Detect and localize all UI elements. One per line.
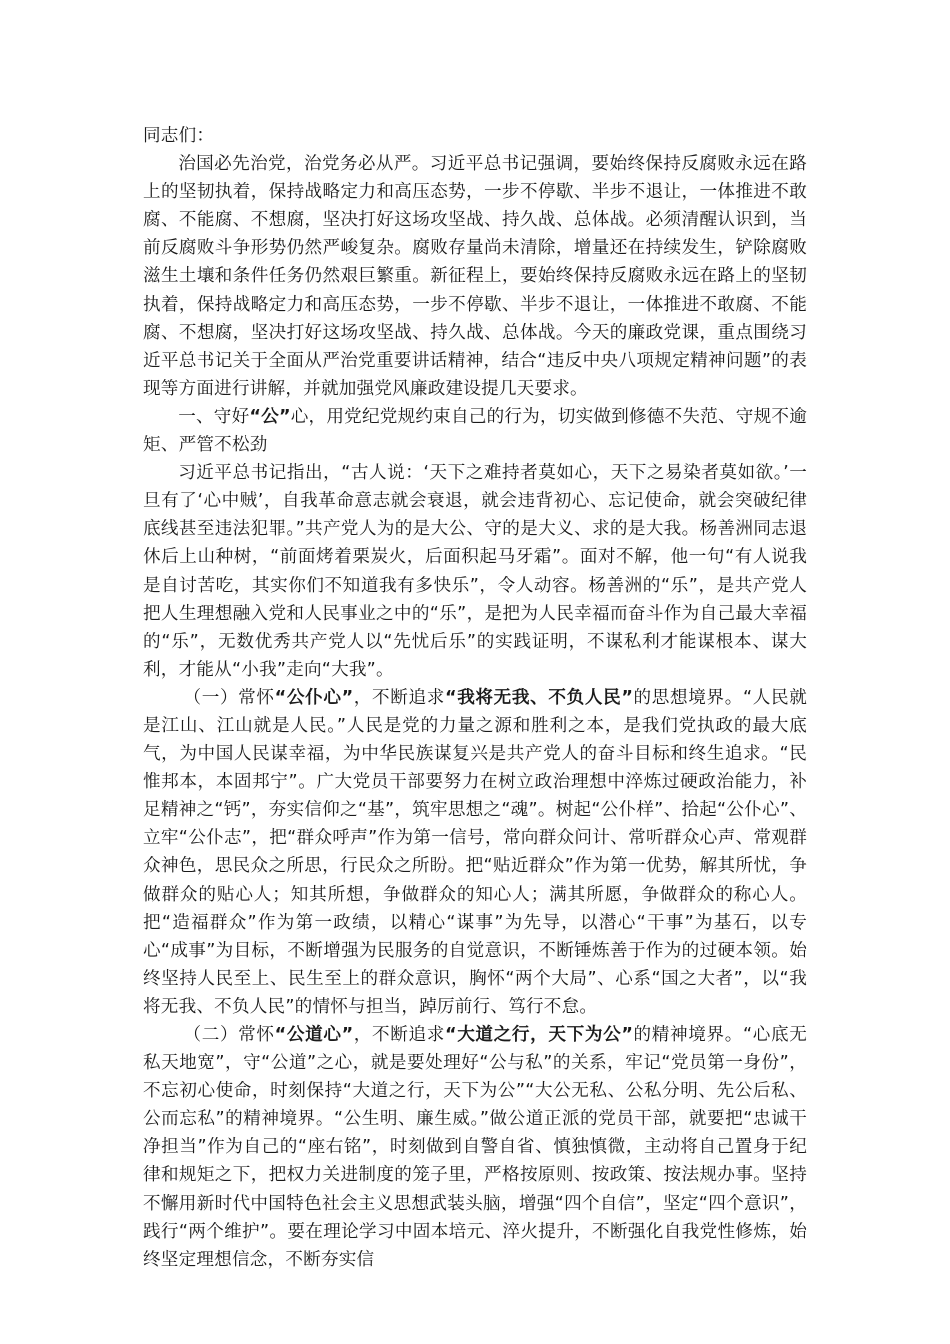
- section-1-heading-pre: 一、守好: [178, 406, 250, 427]
- subsection-1-paragraph: [143, 684, 807, 1021]
- subsection-2-bold-1: “公道心”: [274, 1025, 354, 1045]
- section-1-paragraph: 习近平总书记指出，“古人说：‘天下之难持者莫如心，天下之易染者莫如欲。’一旦有了‘心中贼’，自我革命意志就会衰退，就会违背初心、忘记使命，就会突破纪律底线甚至违法犯罪。”共产党人为的是大公、守的是大义、求的是大我。杨善洲同志退休后上山种树，“前面烤着栗炭火，后面积起马牙霜”。面对不解，他一句“有人说我是自讨苦吃，其实你们不知道我有多快乐”，令人动容。杨善洲的“乐”，是共产党人把人生理想融入党和人民事业之中的“乐”，是把为人民幸福而奋斗作为自己最大幸福的“乐”，无数优秀共产党人以“先忧后乐”的实践证明，不谋私利才能谋根本、谋大利，才能从“小我”走向“大我”。: [143, 463, 807, 680]
- subsection-1-bold-2: “我将无我、不负人民”: [444, 687, 634, 708]
- subsection-2-bold-2: “大道之行，天下为公”: [444, 1025, 634, 1045]
- subsection-2-pre: （二）常怀: [183, 1025, 275, 1045]
- subsection-1-bold-1: “公仆心”: [274, 687, 354, 708]
- subsection-1-mid: ，不断追求: [353, 687, 445, 708]
- subsection-2-mid: ，不断追求: [353, 1025, 445, 1045]
- document-page: [143, 122, 807, 1274]
- salutation: 同志们：: [143, 126, 215, 146]
- section-1-heading-post: 心，用党纪党规约束自己的行为，切实做到修德不失范、守规不逾矩、严管不松劲: [143, 406, 807, 456]
- section-1-heading-bold: “公”: [249, 406, 291, 427]
- intro-paragraph: 治国必先治党，治党务必从严。习近平总书记强调，要始终保持反腐败永远在路上的坚韧执着，保持战略定力和高压态势，一步不停歇、半步不退让，一体推进不敢腐、不能腐、不想腐，坚决打好这场攻坚战、持久战、总体战。必须清醒认识到，当前反腐败斗争形势仍然严峻复杂。腐败存量尚未清除，增量还在持续发生，铲除腐败滋生土壤和条件任务仍然艰巨繁重。新征程上，要始终保持反腐败永远在路上的坚韧执着，保持战略定力和高压态势，一步不停歇、半步不退让，一体推进不敢腐、不能腐、不想腐，坚决打好这场攻坚战、持久战、总体战。今天的廉政党课，重点围绕习近平总书记关于全面从严治党重要讲话精神，结合“违反中央八项规定精神问题”的表现等方面进行讲解，并就加强党风廉政建设提几天要求。: [143, 154, 807, 399]
- section-1-heading: [143, 403, 807, 459]
- subsection-2-paragraph: [143, 1021, 807, 1274]
- subsection-1-body: 的思想境界。“人民就是江山、江山就是人民。”人民是党的力量之源和胜利之本，是我们党执政的最大底气，为中国人民谋幸福，为中华民族谋复兴是共产党人的奋斗目标和终生追求。“民惟邦本，本固邦宁”。广大党员干部要努力在树立政治理想中淬炼过硬政治能力，补足精神之“钙”，夯实信仰之“基”，筑牢思想之“魂”。树起“公仆样”、拾起“公仆心”、立牢“公仆志”，把“群众呼声”作为第一信号，常向群众问计、常听群众心声、常观群众神色，思民众之所思，行民众之所盼。把“贴近群众”作为第一优势，解其所忧，争做群众的贴心人；知其所想，争做群众的知心人；满其所愿，争做群众的称心人。把“造福群众”作为第一政绩，以精心“谋事”为先导，以潜心“干事”为基石，以专心“成事”为目标，不断增强为民服务的自觉意识，不断锤炼善于作为的过硬本领。始终坚持人民至上、民生至上的群众意识，胸怀“两个大局”、心系“国之大者”，以“我将无我、不负人民”的情怀与担当，踔厉前行、笃行不怠。: [143, 687, 807, 1017]
- subsection-1-pre: （一）常怀: [183, 687, 275, 708]
- subsection-2-body: 的精神境界。“心底无私天地宽”，守“公道”之心，就是要处理好“公与私”的关系，牢记“党员第一身份”，不忘初心使命，时刻保持“大道之行，天下为公”“大公无私、公私分明、先公后私、公而忘私”的精神境界。“公生明、廉生威。”做公道正派的党员干部，就要把“忠诚干净担当”作为自己的“座右铭”，时刻做到自警自省、慎独慎微，主动将自己置身于纪律和规矩之下，把权力关进制度的笼子里，严格按原则、按政策、按法规办事。坚持不懈用新时代中国特色社会主义思想武装头脑，增强“四个自信”，坚定“四个意识”，践行“两个维护”。要在理论学习中固本培元、淬火提升，不断强化自我党性修炼，始终坚定理想信念，不断夯实信: [143, 1025, 807, 1270]
